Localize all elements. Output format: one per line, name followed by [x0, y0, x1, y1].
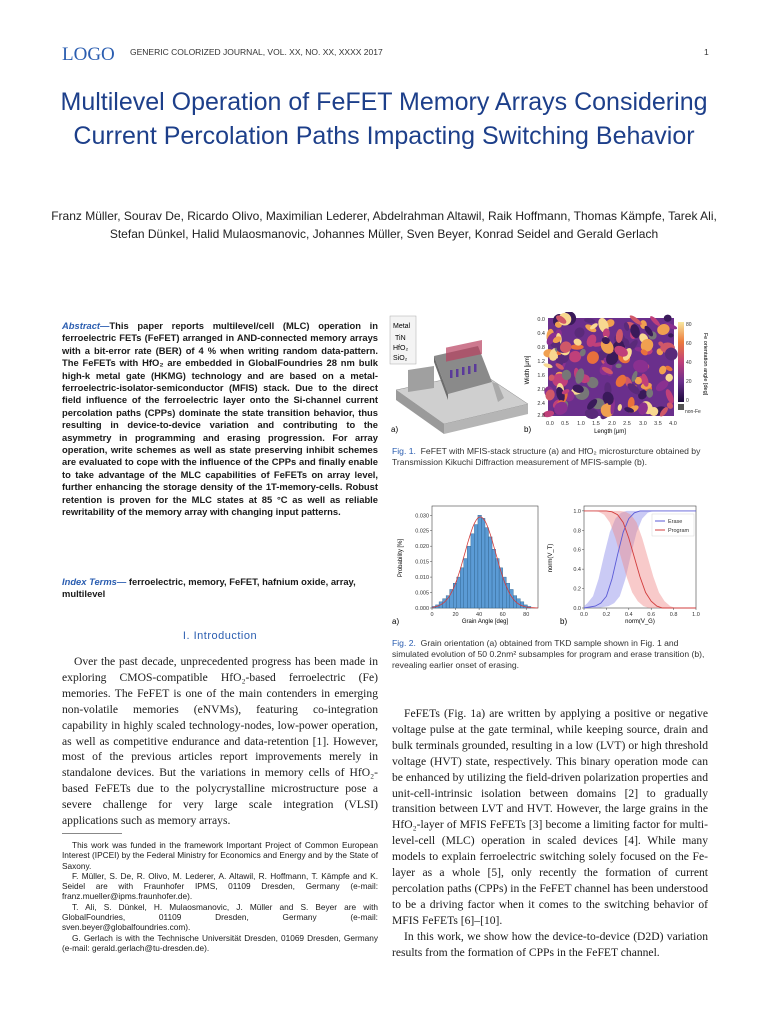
- footnote-affiliation-1: F. Müller, S. De, R. Olivo, M. Lederer, A. Altawil, R. Hoffmann, T. Kämpfe and K. Seidel are with Fraunhofer IPMS, 01109 Dresden, Germany (e-mail: franz.mueller@ipms.fraunhofer.de).: [62, 870, 378, 902]
- map-xtick: 1.5: [592, 421, 600, 427]
- hist-xlabel: Grain Angle [deg]: [461, 619, 509, 625]
- line-xtick-label: 0.2: [602, 612, 611, 618]
- histogram-chart: [415, 506, 538, 618]
- histogram-bar: [460, 568, 464, 608]
- line-xtick-label: 0.8: [669, 612, 678, 618]
- map-ytick: 0.4: [537, 331, 545, 337]
- index-terms: Index Terms— ferroelectric, memory, FeFET, hafnium oxide, array, multilevel: [62, 576, 356, 600]
- stack-label-tin: TiN: [395, 335, 406, 342]
- line-ylabel: norm(V_T): [548, 543, 554, 573]
- figure-1: [388, 312, 718, 442]
- index-terms-text: ferroelectric, memory, FeFET, hafnium oxide, array, multilevel: [62, 576, 356, 600]
- hist-ytick-label: 0.010: [415, 575, 429, 582]
- histogram-bar: [446, 596, 450, 608]
- stack-label-hfo2: HfO₂: [393, 345, 409, 352]
- histogram-bar: [489, 537, 493, 608]
- hist-xtick-label: 20: [452, 612, 459, 618]
- histogram-bar: [457, 577, 461, 608]
- legend-label: Erase: [668, 519, 683, 525]
- cbar-tick: 20: [686, 379, 692, 385]
- fig1-label-b: b): [524, 425, 532, 434]
- line-xtick-label: 0.4: [624, 612, 633, 618]
- intro-paragraph: Over the past decade, unprecedented progress has been made in exploring CMOS-compatible HfO₂-based ferroelectric (Fe) memories. The FeFET is one of the main contenders in emerging non-volatile memories (eNVMs), featuring co-integration capability in highly scaled technology-nodes, low-power operation, as well as competitive endurance and data-retention [1]. However, most of the previous articles report improvements merely in standalone devices. But the variations in memory cells of HfO₂-based FeFETs due to the polycrystalline microstructure pose a severe challenge for very large scale integration (VLSI) applications such as memory arrays.: [62, 655, 378, 828]
- fig1-caption-text: FeFET with MFIS-stack structure (a) and HfO₂ microsturcture obtained by Transmission Kikuchi Diffraction measurement of MFIS-sample (b).: [392, 446, 701, 467]
- histogram-bar: [464, 559, 468, 608]
- histogram-bar: [471, 534, 475, 608]
- figure-1-caption: [392, 446, 708, 468]
- map-xtick: 3.5: [654, 421, 662, 427]
- cbar-nonfe-label: non-Fe: [685, 409, 701, 415]
- map-xtick: 0.5: [561, 421, 569, 427]
- transition-chart: [573, 506, 699, 618]
- histogram-bar: [467, 546, 471, 608]
- map-ytick: 2.8: [537, 413, 545, 419]
- fig2-label-b: b): [560, 617, 568, 626]
- histogram-bar: [485, 528, 489, 608]
- hist-ytick-label: 0.020: [415, 544, 429, 551]
- journal-logo: LOGO: [62, 44, 115, 65]
- histogram-bar: [481, 518, 485, 608]
- fig2-caption-label: Fig. 2.: [392, 638, 416, 648]
- cbar-tick: 80: [686, 322, 692, 328]
- page-number: 1: [704, 47, 709, 57]
- line-ytick-label: 0.2: [573, 586, 581, 593]
- line-ytick-label: 0.4: [573, 567, 581, 574]
- map-xtick: 1.0: [577, 421, 585, 427]
- map-xtick: 2.5: [623, 421, 631, 427]
- fig2-label-a: a): [392, 617, 400, 626]
- histogram-bar: [496, 559, 500, 608]
- section-heading: I. Introduction: [182, 630, 258, 642]
- footnote-affiliation-2: T. Ali, S. Dünkel, H. Mulaosmanovic, J. Müller and S. Beyer are with GlobalFoundries, 01109 Dresden, Germany (e-mail: sven.beyer@globalfoundries.com).: [62, 901, 378, 933]
- line-xlabel: norm(V_G): [625, 619, 655, 625]
- microstructure-map: [542, 312, 680, 421]
- journal-header: GENERIC COLORIZED JOURNAL, VOL. XX, NO. XX, XXXX 2017: [130, 47, 383, 57]
- colorbar: [678, 322, 684, 402]
- map-ylabel: Width [μm]: [525, 355, 531, 385]
- figure-2: [388, 500, 718, 632]
- line-ytick-label: 0.8: [573, 528, 581, 535]
- map-xtick: 3.0: [639, 421, 647, 427]
- column-2-paragraph-1: FeFETs (Fig. 1a) are written by applying a positive or negative voltage pulse at the gate terminal, while keeping source, drain and bulk terminals grounded, resulting in a low (LVT) or high threshold voltage (HVT) state, respectively. This binary operation mode can be enhanced by utilizing the field-driven polarization properties and unit-cell-intrinsic isolation between domains [2] to gradually transition between LVT and HVT. However, the large grains in the HfO₂-layer of MFIS FeFETs [3] become a limiting factor for multi-level-cell (MLC) operation in scaled devices [4]. While many models to explain ferroelectric switching solely focused on the Fe-layer as a whole [5], only recently the formation of current percolation paths (CPPs) in the FeFET channel has been understood to be a driving factor when it comes to the switching behavior of MFIS FeFETs [6]–[10].: [392, 707, 708, 927]
- histogram-bar: [492, 549, 496, 608]
- footnotes: [62, 840, 378, 953]
- column-2-paragraph-2: In this work, we show how the device-to-device (D2D) variation results from the formation of CPPs in the FeFET channel.: [392, 929, 708, 959]
- map-xtick: 2.0: [608, 421, 616, 427]
- line-ytick-label: 0.6: [573, 547, 581, 554]
- paper-title: Multilevel Operation of FeFET Memory Arrays Considering Current Percolation Paths Impacting Switching Behavior: [60, 88, 708, 150]
- hist-ytick-label: 0.015: [415, 559, 429, 566]
- map-xlabel: Length [μm]: [594, 429, 626, 435]
- line-ytick-label: 1.0: [573, 508, 581, 515]
- fig2-caption-text: Grain orientation (a) obtained from TKD sample shown in Fig. 1 and simulated evolution of 50 0.2nm² subsamples for program and erase transition (b), revealing earlier onset of erasing.: [392, 638, 705, 670]
- colorbar-nonfe: [678, 404, 684, 410]
- line-xtick-label: 0.0: [580, 612, 588, 618]
- map-ytick: 1.2: [537, 359, 545, 365]
- map-ytick: 1.6: [537, 373, 545, 379]
- footnote-funding: This work was funded in the framework Important Project of Common European Interest (IPCEI) by the Federal Ministry for Economics and Energy and by the State of Saxony.: [62, 840, 378, 871]
- cbar-tick: 60: [686, 341, 692, 347]
- abstract: Abstract—This paper reports multilevel/cell (MLC) operation in ferroelectric FETs (FeFET) arranged in AND-connected memory arrays with a bit-error rate (BER) of 4 % when writing random data-pattern. The FeFETs with HfO₂ are embedded in GlobalFoundries 28 nm bulk high-k metal gate (HKMG) technology and are based on a metal-ferroelectric-isolator-semiconductor (MFIS) stack. Due to the direct field influence of the ferroelectric layer onto the Si-channel current percolation paths (CPPs) dominate the state transition behavior, thus resulting in device-to-device variation and contributing to the asymmetry in programming and erasing progression. For array operation, write schemes as well as state preserving inhibit schemes are evaluated to cope with the influence of the CPPs and finally enable to take advantage of the MLC capabilities of FeFETs on array level, further enhancing the storage density of the 1T-memory-cells. Robust retention is proven for the MLC states at 85 °C as well as reliable rewritability of the memory array with changing input patterns.: [62, 320, 378, 518]
- map-ytick: 2.0: [537, 387, 545, 393]
- map-ytick: 0.0: [537, 317, 545, 323]
- hist-xtick-label: 40: [476, 612, 483, 618]
- figure-2-caption: [392, 638, 708, 671]
- cbar-tick: 0: [686, 398, 689, 404]
- line-xtick-label: 0.6: [647, 612, 656, 618]
- hist-xtick-label: 80: [523, 612, 530, 618]
- map-ytick: 0.8: [537, 345, 545, 351]
- column-2-body: [392, 706, 708, 961]
- hist-ytick-label: 0.005: [415, 590, 429, 597]
- stack-label-metal: Metal: [393, 323, 411, 330]
- fig1-caption-label: Fig. 1.: [392, 446, 416, 456]
- line-ytick-label: 0.0: [573, 606, 581, 612]
- hist-ylabel: Probability [%]: [398, 538, 404, 578]
- map-xtick: 0.0: [546, 421, 554, 427]
- histogram-bar: [478, 515, 482, 608]
- map-ytick: 2.4: [537, 401, 545, 407]
- hist-ytick-label: 0.000: [415, 606, 429, 612]
- histogram-bar: [474, 525, 478, 608]
- hist-ytick-label: 0.030: [415, 513, 429, 520]
- cbar-tick: 40: [686, 360, 692, 366]
- footnote-affiliation-3: G. Gerlach is with the Technische Universität Dresden, 01069 Dresden, Germany (e-mail: gerald.gerlach@tu-dresden.de).: [62, 932, 378, 953]
- abstract-label: Abstract: [62, 320, 101, 331]
- map-xtick: 4.0: [669, 421, 677, 427]
- hist-xtick-label: 0: [430, 612, 434, 618]
- footnote-rule: [62, 833, 122, 834]
- legend-label: Program: [668, 528, 690, 534]
- cbar-label: Fe orientation angle [deg]: [702, 332, 708, 396]
- abstract-text: This paper reports multilevel/cell (MLC) operation in ferroelectric FETs (FeFET) arranged in AND-connected memory arrays with a bit-error rate (BER) of 4 % when writing random data-pattern. The FeFETs with HfO₂ are embedded in GlobalFoundries 28 nm bulk high-k metal gate (HKMG) technology and are based on a metal-ferroelectric-isolator-semiconductor (MFIS) stack. Due to the direct field influence of the ferroelectric layer onto the Si-channel current percolation paths (CPPs) dominate the state transition behavior, thus resulting in device-to-device variation and contributing to the asymmetry in programming and erasing progression. For array operation, write schemes as well as state preserving inhibit schemes are evaluated to cope with the influence of the CPPs and finally enable to take advantage of the MLC capabilities of FeFETs on array level, further enhancing the storage density of the 1T-memory-cells. Robust retention is proven for the MLC states at 85 °C as well as reliable rewritability of the memory array with changing input patterns.: [62, 320, 378, 518]
- hist-xtick-label: 60: [499, 612, 506, 618]
- index-terms-label: Index Terms: [62, 576, 117, 587]
- stack-label-sio2: SiO₂: [393, 355, 408, 362]
- hist-ytick-label: 0.025: [415, 528, 429, 535]
- author-list: Franz Müller, Sourav De, Ricardo Olivo, Maximilian Lederer, Abdelrahman Altawil, Raik Hoffmann, Thomas Kämpfe, Tarek Ali, Stefan Dünkel, Halid Mulaosmanovic, Johannes Müller, Sven Beyer, Konrad Seidel and Gerald Gerlach: [51, 209, 717, 241]
- fig1-label-a: a): [391, 425, 399, 434]
- line-xtick-label: 1.0: [692, 612, 700, 618]
